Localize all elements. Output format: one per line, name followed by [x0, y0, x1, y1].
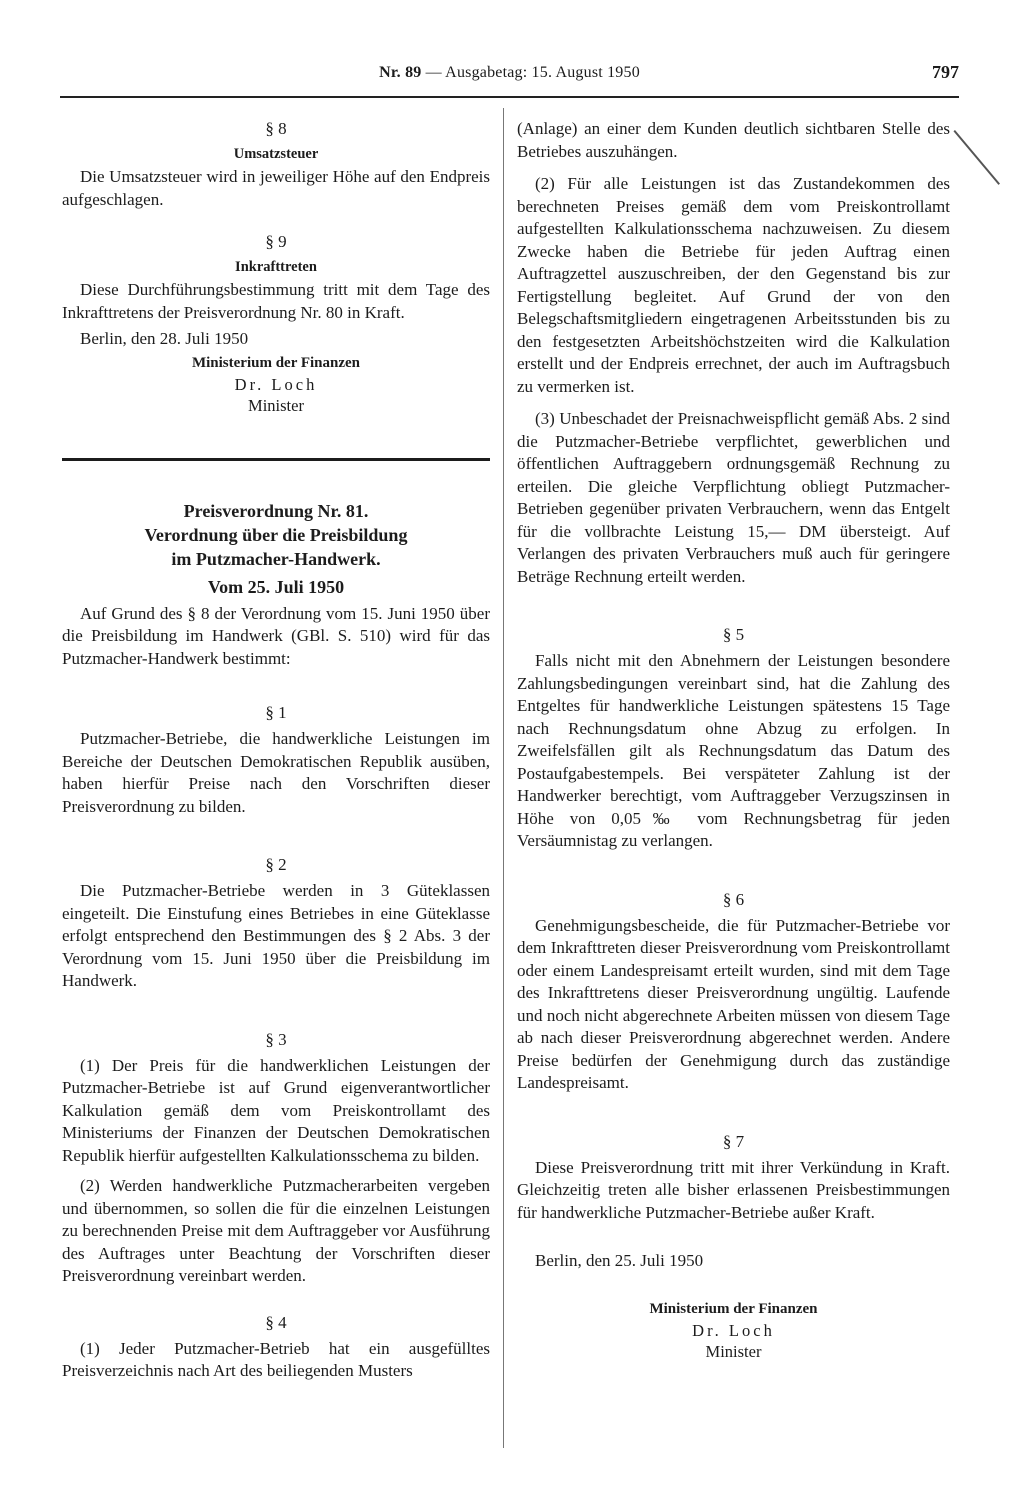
place-date-2: Berlin, den 25. Juli 1950	[535, 1251, 704, 1270]
signer-role-1: Minister	[248, 395, 304, 415]
header-issue-line	[60, 64, 959, 82]
column-divider	[503, 108, 504, 1448]
paragraph-2-text: Die Putzmacher-Betriebe werden in 3 Güteklassen eingeteilt. Die Einstufung eines Betriebes in eine Güteklasse erfolgt entsprechend den Bestimmungen des § 2 Abs. 3 der Verordnung vom 15. Juni 1950 über die Preisbildung im Handwerk.	[62, 881, 490, 990]
paragraph-5-text: Falls nicht mit den Abnehmern der Leistungen besondere Zahlungsbedingungen vereinbart sind, hat die Zahlung des Entgeltes für handwerkliche Leistungen spätestens 15 Tage nach Rechnungsdatum ohne Abzug zu erfolgen. In Zweifelsfällen gilt als Rechnungsdatum das Datum des Postaufgabestempels. Bei verspäteter Zahlung ist der Handwerker berechtigt, vom Auftraggeber Verzugszinsen in Höhe von 0,05‰ vom Rechnungsbetrag für jeden Versäumnistag zu verlangen.	[517, 651, 950, 850]
paragraph-4-text-2: (2) Für alle Leistungen ist das Zustandekommen des berechneten Preises gemäß dem vom Preiskontrollamt aufgestellten Kalkulationsschema nachzuweisen. Zu diesem Zwecke haben die Betriebe für jeden Auftrag einen Auftragzettel auszuschreiben, der den Gegenstand bis zur Fertigstellung begleitet. Auf Grund der von den Belegschaftsmitgliedern eingetragenen Arbeitsstunden bis zu den festgesetzten Arbeitshöchstzeiten wird die Kalkulation erstellt und der Endpreis errechnet, der auch im Auftragsbuch zu vermerken ist.	[517, 174, 950, 396]
paragraph-4-text-3: (3) Unbeschadet der Preisnachweispflicht gemäß Abs. 2 sind die Putzmacher-Betriebe verpflichtet, gewerblichen und öffentlichen Auftraggebern ordnungsgemäß Rechnung zu erteilen. Die gleiche Verpflichtung obliegt Putzmacher-Betrieben gegenüber privaten Verbrauchern, wenn das Entgelt für die vollbrachte Leistung 15,— DM übersteigt. Auf Verlangen des privaten Verbrauchers muß auch für geringere Beträge Rechnung erteilt werden.	[517, 409, 950, 586]
paragraph-3-text-1: (1) Der Preis für die handwerklichen Leistungen der Putzmacher-Betriebe ist auf Grund eigenverantwortlicher Kalkulation gemäß dem vom Preiskontrollamt des Ministeriums der Finanzen der Deutschen Demokratischen Republik hierfür aufgestellten Kalkulationsschema zu bilden.	[62, 1055, 490, 1165]
regulation-title-2: Verordnung über die Preisbildung	[144, 524, 408, 545]
regulation-date: Vom 25. Juli 1950	[207, 576, 345, 597]
paragraph-2-sign: § 2	[265, 855, 287, 874]
signer-role-2: Minister	[705, 1341, 762, 1361]
paragraph-4-text-1: (1) Jeder Putzmacher-Betrieb hat ein ausgefülltes Preisverzeichnis nach Art des beiliegenden Musters	[62, 1338, 490, 1380]
paragraph-7-text: Diese Preisverordnung tritt mit ihrer Verkündung in Kraft. Gleichzeitig treten alle bisher erlassenen Preisbestimmungen für handwerkliche Putzmacher-Betriebe außer Kraft.	[517, 1157, 950, 1222]
regulation-title-1: Preisverordnung Nr. 81.	[183, 500, 369, 521]
preamble: Auf Grund des § 8 der Verordnung vom 15. Juni 1950 über die Preisbildung im Handwerk (GBl. S. 510) wird für das Putzmacher-Handwerk bestimmt:	[62, 603, 490, 668]
issue-date: — Ausgabetag: 15. August 1950	[421, 64, 640, 81]
paragraph-3-sign: § 3	[265, 1029, 287, 1049]
paragraph-6-sign: § 6	[722, 889, 745, 909]
paragraph-7-sign: § 7	[722, 1131, 745, 1151]
section-9-sign: § 9	[265, 232, 287, 251]
signer-2: Dr. Loch	[692, 1320, 775, 1340]
issue-number: Nr. 89	[379, 64, 422, 81]
page-header	[60, 62, 959, 98]
page-number: 797	[932, 62, 959, 82]
section-8-text: Die Umsatzsteuer wird in jeweiliger Höhe auf den Endpreis aufgeschlagen.	[62, 167, 490, 209]
paragraph-1-text: Putzmacher-Betriebe, die handwerkliche Leistungen im Bereiche der Deutschen Demokratischen Republik ausüben, haben hierfür Preise nach den Vorschriften dieser Preisverordnung zu bilden.	[62, 729, 490, 816]
left-column	[62, 118, 490, 1383]
place-date-1: Berlin, den 28. Juli 1950	[80, 329, 249, 348]
regulation-title-3: im Putzmacher-Handwerk.	[171, 548, 381, 569]
margin-mark	[953, 130, 1000, 185]
section-9-title: Inkrafttreten	[235, 259, 317, 275]
paragraph-1-sign: § 1	[265, 703, 287, 722]
paragraph-4-sign: § 4	[265, 1312, 287, 1332]
section-separator	[62, 458, 490, 461]
section-8-title: Umsatzsteuer	[233, 146, 319, 162]
paragraph-4-continued: (Anlage) an einer dem Kunden deutlich sichtbaren Stelle des Betriebes auszuhängen.	[517, 119, 950, 161]
section-9-text: Diese Durchführungsbestimmung tritt mit dem Tage des Inkrafttretens der Preisverordnung Nr. 80 in Kraft.	[62, 280, 490, 322]
paragraph-5-sign: § 5	[722, 625, 745, 644]
signer-1: Dr. Loch	[234, 374, 318, 394]
ministry-2: Ministerium der Finanzen	[649, 1300, 818, 1317]
ministry-1: Ministerium der Finanzen	[191, 354, 361, 371]
right-column	[517, 118, 950, 1362]
paragraph-3-text-2: (2) Werden handwerkliche Putzmacherarbeiten vergeben und übernommen, so sollen die für die einzelnen Leistungen zu berechnenden Preise mit dem Auftraggeber vor Ausführung des Auftrages unter Beachtung der Vorschriften dieser Preisverordnung vereinbart werden.	[62, 1176, 490, 1285]
section-8-sign: § 8	[265, 119, 287, 138]
paragraph-6-text: Genehmigungsbescheide, die für Putzmacher-Betriebe vor dem Inkrafttreten dieser Preisverordnung vom Preiskontrollamt oder einem Landespreisamt erteilt wurden, sind mit dem Tage des Inkrafttretens dieser Preisverordnung ungültig. Laufende und noch nicht abgerechnete Arbeiten müssen von diesem Tage ab nach dieser Preisverordnung abgerechnet werden. Andere Preise bedürfen der Genehmigung durch das zuständige Landespreisamt.	[517, 915, 950, 1092]
